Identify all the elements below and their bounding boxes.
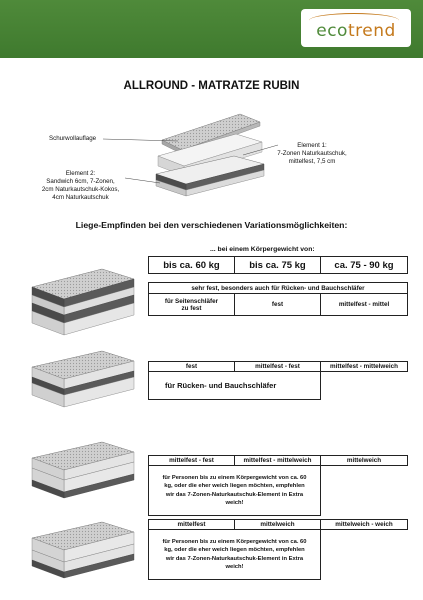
table3-cell1: mittelfest - fest <box>149 456 235 466</box>
table3-cell2: mittelfest - mittelweich <box>235 456 321 466</box>
page-title: ALLROUND - MATRATZE RUBIN <box>123 80 300 92</box>
table2-cell1: fest <box>149 362 235 372</box>
variation-table-1 <box>148 282 408 316</box>
label-schurwolle: Schurwollauflage <box>49 135 97 142</box>
variation-table-4 <box>148 519 408 580</box>
table2-cell3: mittelfest - mittelweich <box>321 362 408 372</box>
table3-cell3: mittelweich <box>321 456 408 466</box>
table1-cell2: fest <box>235 294 321 316</box>
table1-cell1: für Seitenschläfer zu fest <box>149 294 235 316</box>
weight-caption: ... bei einem Körpergewicht von: <box>210 246 315 253</box>
weight-table <box>148 256 408 274</box>
table2-note: für Rücken- und Bauchschläfer <box>149 372 321 400</box>
table4-note: für Personen bis zu einem Körpergewicht von ca. 60 kg, oder die eher weich liegen möchten, empfehlen wir das 7-Zonen-Naturkautschuk-Element in Extra weich! <box>149 530 321 580</box>
table1-banner: sehr fest, besonders auch für Rücken- und Bauchschläfer <box>149 283 408 294</box>
logo-trend-text: trend <box>347 21 396 41</box>
weight-60: bis ca. 60 kg <box>149 257 235 274</box>
table4-cell3: mittelweich - weich <box>321 520 408 530</box>
weight-90: ca. 75 - 90 kg <box>321 257 408 274</box>
mattress-illustration-3 <box>30 438 136 513</box>
table4-cell1: mittelfest <box>149 520 235 530</box>
mattress-illustration-4 <box>30 518 136 596</box>
label-element1: Element 1: 7-Zonen Naturkautschuk, mittelfest, 7,5 cm <box>277 142 347 165</box>
variation-table-2 <box>148 361 408 400</box>
variation-table-3 <box>148 455 408 516</box>
table4-cell2: mittelweich <box>235 520 321 530</box>
weight-75: bis ca. 75 kg <box>235 257 321 274</box>
mattress-illustration-1 <box>30 265 136 345</box>
table3-note: für Personen bis zu einem Körpergewicht von ca. 60 kg, oder die eher weich liegen möchten, empfehlen wir das 7-Zonen-Naturkautschuk-Element in Extra weich! <box>149 466 321 516</box>
logo-eco-text: eco <box>316 21 348 41</box>
mattress-illustration-2 <box>30 347 136 419</box>
table2-cell2: mittelfest - fest <box>235 362 321 372</box>
label-element2: Element 2: Sandwich 6cm, 7-Zonen, 2cm Naturkautschuk-Kokos, 4cm Naturkautschuk <box>41 170 120 201</box>
table1-cell3: mittelfest - mittel <box>321 294 408 316</box>
section-subtitle: Liege-Empfinden bei den verschiedenen Variationsmöglichkeiten: <box>75 220 348 230</box>
